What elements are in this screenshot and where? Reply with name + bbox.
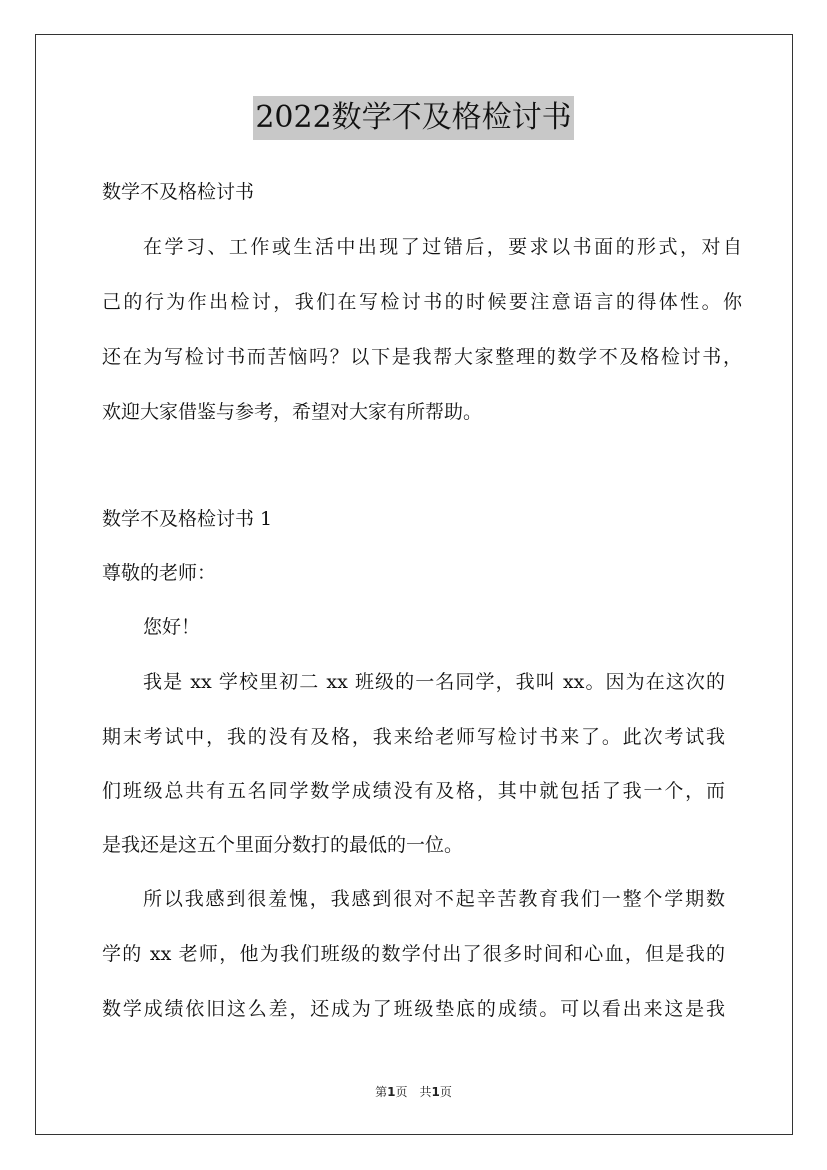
document-title: 2022数学不及格检讨书 xyxy=(253,96,573,140)
para1-line-2: 期末考试中，我的没有及格，我来给老师写检讨书来了。此次考试我 xyxy=(102,726,725,748)
intro-line-4: 欢迎大家借鉴与参考，希望对大家有所帮助。 xyxy=(102,401,483,423)
title-container xyxy=(0,96,827,140)
salutation: 尊敬的老师： xyxy=(102,562,217,584)
para1-line-4: 是我还是这五个里面分数打的最低的一位。 xyxy=(102,834,464,856)
footer-page-number: 1 xyxy=(387,1085,396,1099)
footer-mid: 页 共 xyxy=(395,1085,432,1099)
document-subtitle: 数学不及格检讨书 xyxy=(102,181,255,203)
greeting: 您好！ xyxy=(143,616,201,638)
intro-line-3: 还在为写检讨书而苦恼吗？以下是我帮大家整理的数学不及格检讨书， xyxy=(102,346,742,368)
para1-line-1: 我是 xx 学校里初二 xx 班级的一名同学，我叫 xx。因为在这次的 xyxy=(143,671,725,693)
footer-prefix: 第 xyxy=(375,1085,388,1099)
para1-line-3: 们班级总共有五名同学数学成绩没有及格，其中就包括了我一个，而 xyxy=(102,780,725,802)
footer-page-total: 1 xyxy=(431,1085,440,1099)
page-footer xyxy=(0,1083,827,1100)
para2-line-3: 数学成绩依旧这么差，还成为了班级垫底的成绩。可以看出来这是我 xyxy=(102,998,725,1020)
section-heading: 数学不及格检讨书 1 xyxy=(102,508,273,530)
intro-line-2: 己的行为作出检讨，我们在写检讨书的时候要注意语言的得体性。你 xyxy=(102,291,742,313)
para2-line-1: 所以我感到很羞愧，我感到很对不起辛苦教育我们一整个学期数 xyxy=(143,888,725,910)
intro-line-1: 在学习、工作或生活中出现了过错后，要求以书面的形式，对自 xyxy=(143,236,742,258)
para2-line-2: 学的 xx 老师，他为我们班级的数学付出了很多时间和心血，但是我的 xyxy=(102,943,725,965)
footer-suffix: 页 xyxy=(439,1085,452,1099)
